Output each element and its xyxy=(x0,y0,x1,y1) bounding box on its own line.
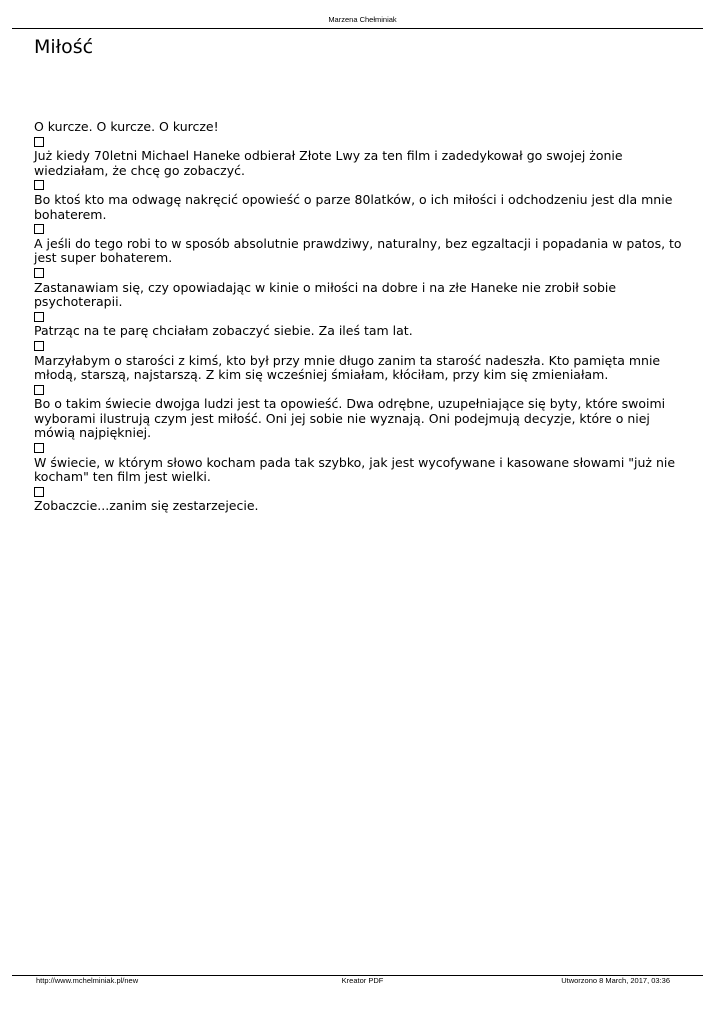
article-title: Miłość xyxy=(34,36,94,58)
empty-box-icon xyxy=(34,443,44,453)
empty-box-icon xyxy=(34,268,44,278)
separator-line xyxy=(34,178,684,193)
footer-generator: Kreator PDF xyxy=(341,976,384,985)
empty-box-icon xyxy=(34,137,44,147)
paragraph: Zastanawiam się, czy opowiadając w kinie o miłości na dobre i na złe Haneke nie zrobił sobie psychoterapii. xyxy=(34,279,617,310)
footer-url: http://www.mchelminiak.pl/new xyxy=(36,976,139,985)
separator-line xyxy=(34,266,684,281)
empty-box-icon xyxy=(34,385,44,395)
paragraph: Zobaczcie...zanim się zestarzejecie. xyxy=(34,498,259,514)
paragraph: Bo o takim świecie dwojga ludzi jest ta opowieść. Dwa odrębne, uzupełniające się byty, które swoimi wyborami ilustrują czym jest miłość. Oni jej sobie nie wyznają. Oni podejmują decyzje, które o niej mówią najpiękniej. xyxy=(34,396,666,441)
separator-line xyxy=(34,383,684,398)
paragraph: Już kiedy 70letni Michael Haneke odbierał Złote Lwy za ten film i zadedykował go swojej żonie wiedziałam, że chcę go zobaczyć. xyxy=(34,148,623,178)
footer-created-date: Utworzono 8 March, 2017, 03:36 xyxy=(561,976,670,985)
paragraph: A jeśli do tego robi to w sposób absolutnie prawdziwy, naturalny, bez egzaltacji i popadania w patos, to jest super bohaterem. xyxy=(34,235,682,266)
empty-box-icon xyxy=(34,341,44,351)
separator-line xyxy=(34,222,684,237)
empty-box-icon xyxy=(34,224,44,234)
separator-line xyxy=(34,339,684,354)
empty-box-icon xyxy=(34,487,44,497)
paragraph: Bo ktoś kto ma odwagę nakręcić opowieść o parze 80latków, o ich miłości i odchodzeniu jest dla mnie bohaterem. xyxy=(34,191,673,222)
separator-line xyxy=(34,441,684,456)
paragraph: Marzyłabym o starości z kimś, kto był przy mnie długo zanim ta starość nadeszła. Kto pamięta mnie młodą, starszą, najstarszą. Z kim się wcześniej śmiałam, kłóciłam, przy kim się zmieniałam. xyxy=(34,352,661,383)
separator-line xyxy=(34,485,684,500)
empty-box-icon xyxy=(34,180,44,190)
empty-box-icon xyxy=(34,312,44,322)
paragraph: Patrząc na te parę chciałam zobaczyć siebie. Za ileś tam lat. xyxy=(34,323,413,339)
page-header-author: Marzena Chełminiak xyxy=(328,15,397,24)
paragraph: W świecie, w którym słowo kocham pada tak szybko, jak jest wycofywane i kasowane słowami "już nie kocham" ten film jest wielki. xyxy=(34,454,676,485)
separator-line xyxy=(34,135,684,150)
article-body xyxy=(34,120,684,514)
separator-line xyxy=(34,310,684,325)
paragraph: O kurcze. O kurcze. O kurcze! xyxy=(34,119,219,134)
header-divider xyxy=(12,28,703,29)
